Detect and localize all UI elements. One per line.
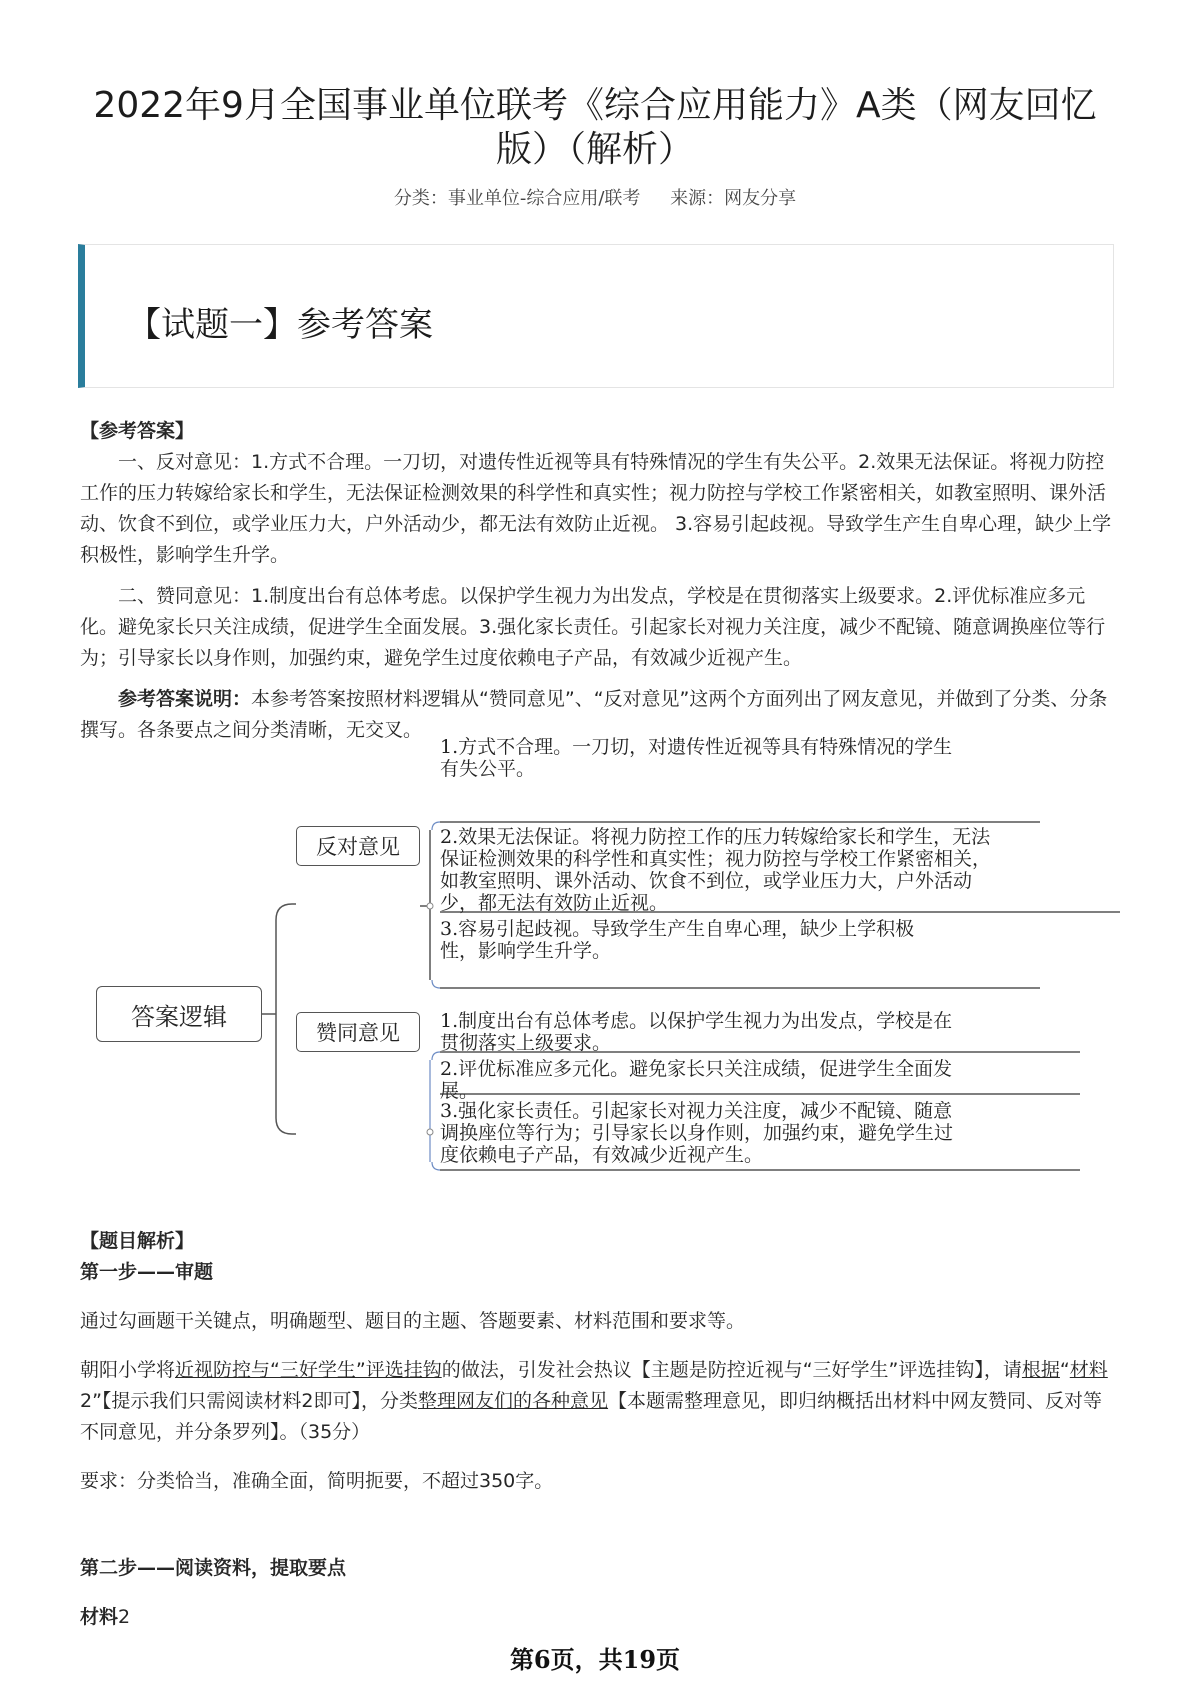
question-underlined: 近视防控与“三好学生”评选挂钩 [175,1359,442,1381]
answer-note-text: 本参考答案按照材料逻辑从“赞同意见”、“反对意见”这两个方面列出了网友意见，并做到了分类、分条撰写。各条要点之间分类清晰，无交叉。 [80,688,1108,741]
leaf-line: 如教室照明、课外活动、饮食不到位，或学业压力大，户外活动 [440,870,973,892]
leaf-line: 3.容易引起歧视。导致学生产生自卑心理，缺少上学积极 [440,918,915,940]
step1-title: 第一步——审题 [80,1261,214,1283]
leaf-line: 展。 [440,1080,479,1102]
leaf-line: 2.评优标准应多元化。避免家长只关注成绩，促进学生全面发 [440,1058,953,1080]
leaf-line: 3.强化家长责任。引起家长对视力关注度，减少不配镜、随意 [440,1100,953,1122]
answer-oppose-paragraph: 一、反对意见：1.方式不合理。一刀切，对遗传性近视等具有特殊情况的学生有失公平。2.效果无法保证。将视力防控工作的压力转嫁给家长和学生，无法保证检测效果的科学性和真实性；视力防控与学校工作紧密相关，如教室照明、课外活动、饮食不到位，或学业压力大，户外活动少，都无法有效防止近视。 3.容易引起歧视。导致学生产生自卑心理，缺少上学积极性，影响学生升学。 [80,451,1112,566]
document-title: 2022年9月全国事业单位联考《综合应用能力》A类（网友回忆版）（解析） [93,85,1097,170]
mindmap-support-item-3 [440,1100,953,1166]
question-paragraph [80,1355,1112,1448]
section-heading: 【试题一】参考答案 [127,305,433,345]
answer-logic-mindmap [80,736,1120,1190]
mindmap-oppose-item-3 [440,918,914,962]
mindmap-branch-oppose: 反对意见 [296,826,420,866]
answer-support-paragraph: 二、赞同意见：1.制度出台有总体考虑。以保护学生视力为出发点，学校是在贯彻落实上级要求。2.评优标准应多元化。避免家长只关注成绩，促进学生全面发展。3.强化家长责任。引起家长对视力关注度，减少不配镜、随意调换座位等行为；引导家长以身作则，加强约束，避免学生过度依赖电子产品，有效减少近视产生。 [80,585,1106,669]
step2-title: 第二步——阅读资料，提取要点 [80,1557,347,1579]
step1-intro: 通过勾画题干关键点，明确题型、题目的主题、答题要素、材料范围和要求等。 [80,1310,746,1332]
leaf-line: 贯彻落实上级要求。 [440,1032,612,1054]
answer-block [80,416,1112,756]
mindmap-support-item-1 [440,1010,952,1054]
mindmap-branch-support: 赞同意见 [296,1012,420,1052]
question-underlined: 整理网友们的各种意见 [418,1390,609,1412]
leaf-line: 性，影响学生升学。 [440,940,612,962]
answer-label: 【参考答案】 [80,420,195,442]
question-underlined: 根据 [1021,1359,1060,1381]
analysis-block [80,1226,1112,1633]
section-header-box [78,244,1114,388]
answer-note-label: 参考答案说明： [118,688,252,710]
leaf-line: 1.制度出台有总体考虑。以保护学生视力为出发点，学校是在 [440,1010,953,1032]
mindmap-support-item-2 [440,1058,952,1102]
mindmap-oppose-item-2 [440,826,991,914]
page-number: 第6页，共19页 [509,1645,681,1674]
leaf-line: 1.方式不合理。一刀切，对遗传性近视等具有特殊情况的学生 [440,736,953,758]
leaf-line: 少，都无法有效防止近视。 [440,892,669,914]
requirement: 要求：分类恰当，准确全面，简明扼要，不超过350字。 [80,1470,554,1492]
question-text: 【本题需整理意见，即归纳概括出材料中网友赞同、反对等不同意见，并分条罗列】。（35分） [80,1390,1103,1443]
leaf-line: 有失公平。 [440,758,536,780]
mindmap-oppose-item-1 [440,736,952,780]
source-label: 来源：网友分享 [670,188,797,209]
question-underlined: 材料 [1069,1359,1108,1381]
leaf-line: 调换座位等行为；引导家长以身作则，加强约束，避免学生过 [440,1122,954,1144]
material-label-text: 材料 [80,1606,119,1628]
question-text: 朝阳小学将 [80,1359,176,1381]
category-label: 分类：事业单位-综合应用/联考 [393,188,641,209]
question-text: 的做法，引发社会热议【主题是防控近视与“三好学生”评选挂钩】，请 [441,1359,1022,1381]
leaf-line: 保证检测效果的科学性和真实性；视力防控与学校工作紧密相关， [440,848,992,870]
question-text: “ [1059,1359,1070,1381]
document-meta [0,184,1190,210]
leaf-line: 2.效果无法保证。将视力防控工作的压力转嫁给家长和学生，无法 [440,826,991,848]
mindmap-root: 答案逻辑 [96,986,262,1042]
material-label-number: 2 [118,1606,131,1628]
analysis-label: 【题目解析】 [80,1230,195,1252]
material-label [80,1602,1112,1633]
question-text: 2”【提示我们只需阅读材料2即可】，分类 [80,1390,419,1412]
leaf-line: 度依赖电子产品，有效减少近视产生。 [440,1144,764,1166]
